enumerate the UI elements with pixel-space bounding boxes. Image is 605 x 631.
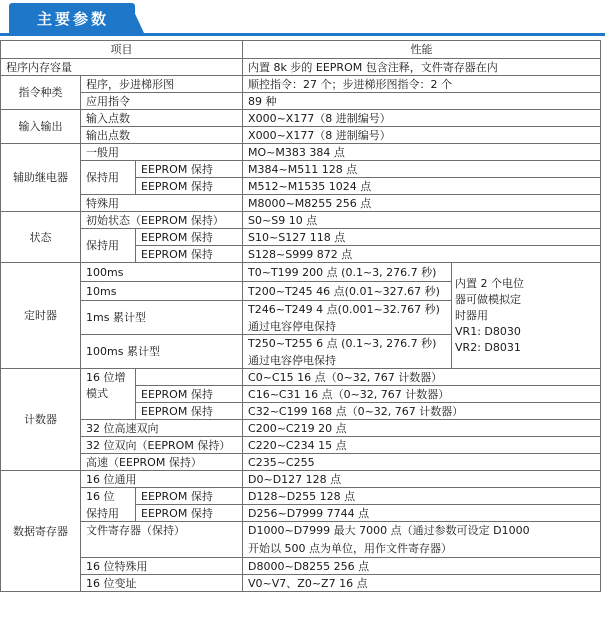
timer-100ms-acc-range: T250~T255 6 点 (0.1~3, 276.7 秒) <box>248 336 437 350</box>
timer-note-line: 内置 2 个电位 <box>455 276 525 290</box>
spec-table <box>0 40 601 592</box>
counter-up-keep1-value: C16~C31 16 点（0~32, 767 计数器） <box>243 386 601 403</box>
table-row <box>1 212 601 229</box>
data-reg-file-value-line: D1000~D7999 最大 7000 点（通过参数可设定 D1000 <box>248 524 530 537</box>
data-reg-keep1-label: EEPROM 保持 <box>136 488 243 505</box>
table-row <box>1 575 601 592</box>
instr-app-value: 89 种 <box>243 93 601 110</box>
data-reg-file-value <box>243 522 601 558</box>
table-row <box>1 437 601 454</box>
table-row <box>1 93 601 110</box>
counter-bi-label: 32 位双向（EEPROM 保持） <box>81 437 243 454</box>
memory-label: 程序内存容量 <box>1 59 243 76</box>
state-label: 状态 <box>1 212 81 263</box>
state-init-value: S0~S9 10 点 <box>243 212 601 229</box>
counter-label: 计数器 <box>1 369 81 471</box>
timer-100ms-label: 100ms <box>81 263 243 282</box>
data-reg-file-label: 文件寄存器（保持） <box>81 522 243 558</box>
counter-fast-value: C235~C255 <box>243 454 601 471</box>
aux-keep2-label: EEPROM 保持 <box>136 178 243 195</box>
timer-note <box>452 263 601 369</box>
table-row <box>1 161 601 178</box>
state-keep2-value: S128~S999 872 点 <box>243 246 601 263</box>
timer-1ms-acc-retention: 通过电容停电保持 <box>248 319 337 333</box>
state-keep2-label: EEPROM 保持 <box>136 246 243 263</box>
timer-100ms-value: T0~T199 200 点 (0.1~3, 276.7 秒) <box>243 263 452 282</box>
data-reg-keep2-label: EEPROM 保持 <box>136 505 243 522</box>
table-row <box>1 110 601 127</box>
timer-1ms-acc-range: T246~T249 4 点(0.001~32.767 秒) <box>248 302 440 316</box>
instr-seq-label: 程序，步进梯形图 <box>81 76 243 93</box>
table-row <box>1 488 601 505</box>
table-row <box>1 522 601 558</box>
counter-up-general-blank <box>136 369 243 386</box>
table-row <box>1 76 601 93</box>
io-input-value: X000~X177（8 进制编号） <box>243 110 601 127</box>
aux-special-label: 特殊用 <box>81 195 243 212</box>
counter-up-keep2-value: C32~C199 168 点（0~32, 767 计数器） <box>243 403 601 420</box>
counter-hs-label: 32 位高速双向 <box>81 420 243 437</box>
instr-app-label: 应用指令 <box>81 93 243 110</box>
table-row <box>1 471 601 488</box>
counter-up-keep1-label: EEPROM 保持 <box>136 386 243 403</box>
memory-value: 内置 8k 步的 EEPROM 包含注释，文件寄存器在内 <box>243 59 601 76</box>
table-row <box>1 369 601 386</box>
state-keep1-label: EEPROM 保持 <box>136 229 243 246</box>
counter-up-label-line: 模式 <box>86 387 108 400</box>
counter-up-label-line: 16 位增 <box>86 371 126 384</box>
timer-1ms-acc-value <box>243 301 452 335</box>
section-title-tab-tail <box>130 3 144 33</box>
section-title-tab <box>9 3 135 33</box>
aux-general-label: 一般用 <box>81 144 243 161</box>
table-row <box>1 195 601 212</box>
counter-up-general-value: C0~C15 16 点（0~32, 767 计数器） <box>243 369 601 386</box>
state-keep1-value: S10~S127 118 点 <box>243 229 601 246</box>
counter-fast-label: 高速（EEPROM 保持） <box>81 454 243 471</box>
timer-note-line: 器可做模拟定 <box>455 292 522 306</box>
counter-up-keep2-label: EEPROM 保持 <box>136 403 243 420</box>
aux-keep1-label: EEPROM 保持 <box>136 161 243 178</box>
aux-keep2-value: M512~M1535 1024 点 <box>243 178 601 195</box>
io-label: 输入输出 <box>1 110 81 144</box>
table-header-row <box>1 41 601 59</box>
data-reg-general-label: 16 位通用 <box>81 471 243 488</box>
col-header-performance: 性能 <box>243 41 601 59</box>
section-header-underline <box>0 33 605 36</box>
timer-100ms-acc-value <box>243 335 452 369</box>
io-output-label: 输出点数 <box>81 127 243 144</box>
aux-special-value: M8000~M8255 256 点 <box>243 195 601 212</box>
data-reg-keep2-value: D256~D7999 7744 点 <box>243 505 601 522</box>
timer-note-line: 时器用 <box>455 308 489 322</box>
state-init-label: 初始状态（EEPROM 保持） <box>81 212 243 229</box>
counter-up-label <box>81 369 136 420</box>
aux-general-value: MO~M383 384 点 <box>243 144 601 161</box>
data-reg-file-value-line: 开始以 500 点为单位，用作文件寄存器） <box>248 542 453 555</box>
table-row <box>1 558 601 575</box>
timer-10ms-label: 10ms <box>81 282 243 301</box>
timer-10ms-value: T200~T245 46 点(0.01~327.67 秒) <box>243 282 452 301</box>
aux-label: 辅助继电器 <box>1 144 81 212</box>
instr-seq-value: 顺控指令：27 个；步进梯形图指令：2 个 <box>243 76 601 93</box>
aux-keep1-value: M384~M511 128 点 <box>243 161 601 178</box>
section-header <box>0 0 605 36</box>
data-reg-label: 数据寄存器 <box>1 471 81 592</box>
data-reg-keep-label-line: 保持用 <box>86 506 119 520</box>
counter-hs-value: C200~C219 20 点 <box>243 420 601 437</box>
data-reg-keep-label <box>81 488 136 522</box>
col-header-item: 项目 <box>1 41 243 59</box>
timer-100ms-acc-label: 100ms 累计型 <box>81 335 243 369</box>
table-row <box>1 127 601 144</box>
section-title: 主要参数 <box>37 10 110 28</box>
table-row <box>1 59 601 76</box>
instr-label: 指令种类 <box>1 76 81 110</box>
table-row <box>1 454 601 471</box>
timer-100ms-acc-retention: 通过电容停电保持 <box>248 353 337 367</box>
table-row <box>1 263 601 282</box>
data-reg-keep1-value: D128~D255 128 点 <box>243 488 601 505</box>
timer-note-line: VR2: D8031 <box>455 340 521 354</box>
state-keep-label: 保持用 <box>81 229 136 263</box>
table-row <box>1 420 601 437</box>
timer-note-line: VR1: D8030 <box>455 324 521 338</box>
counter-bi-value: C220~C234 15 点 <box>243 437 601 454</box>
data-reg-index-label: 16 位变址 <box>81 575 243 592</box>
data-reg-keep-label-line: 16 位 <box>86 489 115 503</box>
aux-keep-label: 保持用 <box>81 161 136 195</box>
table-row <box>1 144 601 161</box>
table-row <box>1 229 601 246</box>
data-reg-special-value: D8000~D8255 256 点 <box>243 558 601 575</box>
data-reg-special-label: 16 位特殊用 <box>81 558 243 575</box>
timer-1ms-acc-label: 1ms 累计型 <box>81 301 243 335</box>
io-input-label: 输入点数 <box>81 110 243 127</box>
data-reg-general-value: D0~D127 128 点 <box>243 471 601 488</box>
io-output-value: X000~X177（8 进制编号） <box>243 127 601 144</box>
timer-label: 定时器 <box>1 263 81 369</box>
data-reg-index-value: V0~V7、Z0~Z7 16 点 <box>243 575 601 592</box>
